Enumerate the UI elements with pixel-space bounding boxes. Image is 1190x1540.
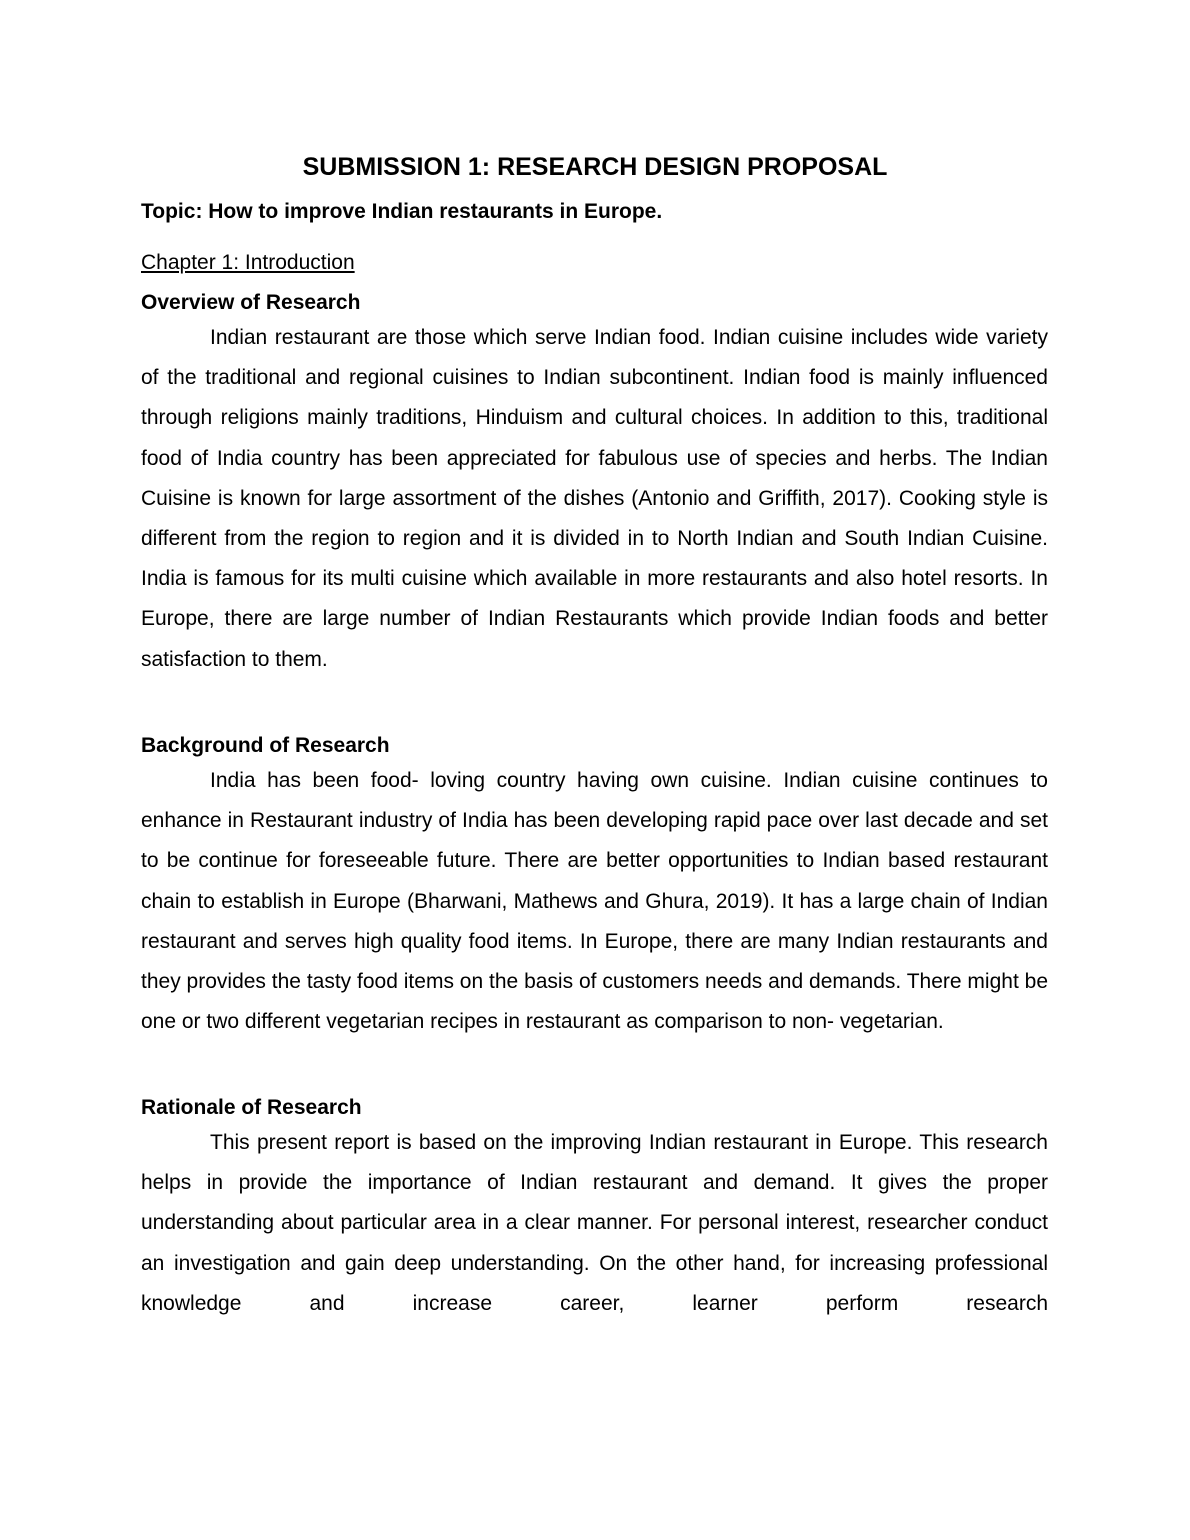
section-heading: Background of Research xyxy=(141,734,390,757)
section-heading: Rationale of Research xyxy=(141,1096,362,1119)
section-heading: Overview of Research xyxy=(141,291,361,314)
chapter-heading: Chapter 1: Introduction xyxy=(141,251,355,274)
section-paragraph: Indian restaurant are those which serve Indian food. Indian cuisine includes wide variety of the traditional and regional cuisines to Indian subcontinent. Indian food is mainly influenced through religions mainly traditions, Hinduism and cultural choices. In addition to this, traditional food of India country has been appreciated for fabulous use of species and herbs. The Indian Cuisine is known for large assortment of the dishes (Antonio and Griffith, 2017). Cooking style is different from the region to region and it is divided in to North Indian and South Indian Cuisine. India is famous for its multi cuisine which available in more restaurants and also hotel resorts. In Europe, there are large number of Indian Restaurants which provide Indian foods and better satisfaction to them. xyxy=(141,326,1048,671)
document-title: SUBMISSION 1: RESEARCH DESIGN PROPOSAL xyxy=(302,153,888,181)
section-background xyxy=(141,732,1048,1042)
document-topic: Topic: How to improve Indian restaurants in Europe. xyxy=(141,200,663,223)
section-overview xyxy=(141,289,1048,680)
section-paragraph: India has been food- loving country having own cuisine. Indian cuisine continues to enhance in Restaurant industry of India has been developing rapid pace over last decade and set to be continue for foreseeable future. There are better opportunities to Indian based restaurant chain to establish in Europe (Bharwani, Mathews and Ghura, 2019). It has a large chain of Indian restaurant and serves high quality food items. In Europe, there are many Indian restaurants and they provides the tasty food items on the basis of customers needs and demands. There might be one or two different vegetarian recipes in restaurant as comparison to non- vegetarian. xyxy=(141,769,1048,1034)
section-paragraph: This present report is based on the improving Indian restaurant in Europe. This research helps in provide the importance of Indian restaurant and demand. It gives the proper understanding about particular area in a clear manner. For personal interest, researcher conduct an investigation and gain deep understanding. On the other hand, for increasing professional knowledge and increase career, learner perform research xyxy=(141,1131,1048,1315)
section-rationale xyxy=(141,1094,1048,1324)
